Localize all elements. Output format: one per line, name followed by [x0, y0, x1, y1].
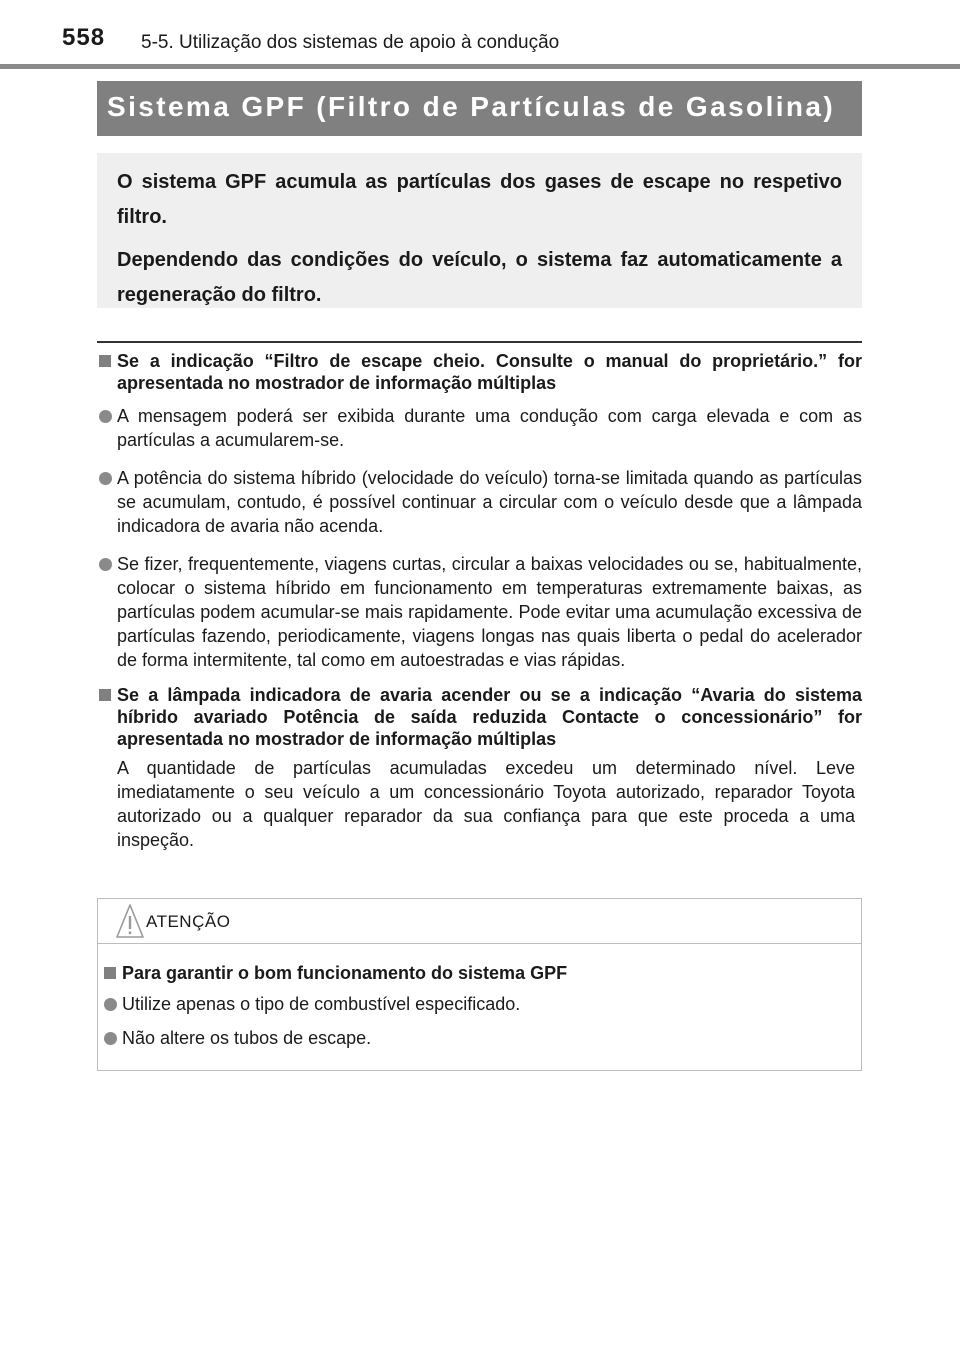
square-bullet-icon [99, 355, 111, 367]
section-heading [97, 684, 862, 750]
warning-heading [102, 962, 842, 984]
list-item-text: A mensagem poderá ser exibida durante uma condução com carga elevada e com as partículas a acumularem-se. [117, 406, 862, 450]
warning-heading-text: Para garantir o bom funcionamento do sistema GPF [122, 963, 568, 983]
section-heading-text: Se a indicação “Filtro de escape cheio. Consulte o manual do proprietário.” for apresentada no mostrador de informação múltiplas [117, 351, 862, 393]
intro-box [97, 153, 862, 308]
main-content [97, 350, 862, 852]
circle-bullet-icon [104, 1032, 117, 1045]
circle-bullet-icon [104, 998, 117, 1011]
list-item [97, 466, 862, 538]
section-title: 5-5. Utilização dos sistemas de apoio à condução [141, 32, 560, 53]
header-rule [0, 64, 960, 69]
warning-body [102, 962, 842, 1050]
page-number: 558 [62, 24, 106, 51]
intro-paragraph: O sistema GPF acumula as partículas dos gases de escape no respetivo filtro. [117, 171, 842, 228]
page-title: Sistema GPF (Filtro de Partículas de Gasolina) [97, 81, 862, 136]
circle-bullet-icon [99, 558, 112, 571]
circle-bullet-icon [99, 472, 112, 485]
list-item-text: A potência do sistema híbrido (velocidade do veículo) torna-se limitada quando as partículas se acumulam, contudo, é possível continuar a circular com o veículo desde que a lâmpada indicadora de avaria não acenda. [117, 468, 862, 536]
page-header [0, 0, 960, 70]
square-bullet-icon [99, 689, 111, 701]
list-item-text: Utilize apenas o tipo de combustível especificado. [122, 994, 521, 1014]
warning-header [98, 899, 861, 944]
section-divider [97, 341, 862, 343]
warning-triangle-icon [115, 902, 145, 945]
list-item-text: Se fizer, frequentemente, viagens curtas, circular a baixas velocidades ou se, habitualmente, colocar o sistema híbrido em funcionamento em temperaturas extremamente baixas, as partículas podem acumular-se mais rapidamente. Pode evitar uma acumulação excessiva de partículas fazendo, periodicamente, viagens longas nas quais liberta o pedal do acelerador de forma intermitente, tal como em autoestradas e vias rápidas. [117, 554, 862, 670]
warning-label: ATENÇÃO [146, 912, 231, 931]
list-item [102, 992, 842, 1016]
list-item-text: Não altere os tubos de escape. [122, 1028, 372, 1048]
list-item [102, 1026, 842, 1050]
list-item [97, 404, 862, 452]
section-heading [97, 350, 862, 394]
list-item [97, 552, 862, 672]
section-heading-text: Se a lâmpada indicadora de avaria acender ou se a indicação “Avaria do sistema híbrido avariado Potência de saída reduzida Contacte o concessionário” for apresentada no mostrador de informação múltiplas [117, 685, 862, 749]
warning-box [97, 898, 862, 1071]
square-bullet-icon [104, 967, 116, 979]
intro-paragraph: Dependendo das condições do veículo, o sistema faz automaticamente a regeneração do filtro. [117, 249, 842, 306]
section-paragraph: A quantidade de partículas acumuladas excedeu um determinado nível. Leve imediatamente o seu veículo a um concessionário Toyota autorizado, reparador Toyota autorizado ou a qualquer reparador da sua confiança para que este proceda a uma inspeção. [117, 758, 855, 850]
circle-bullet-icon [99, 410, 112, 423]
